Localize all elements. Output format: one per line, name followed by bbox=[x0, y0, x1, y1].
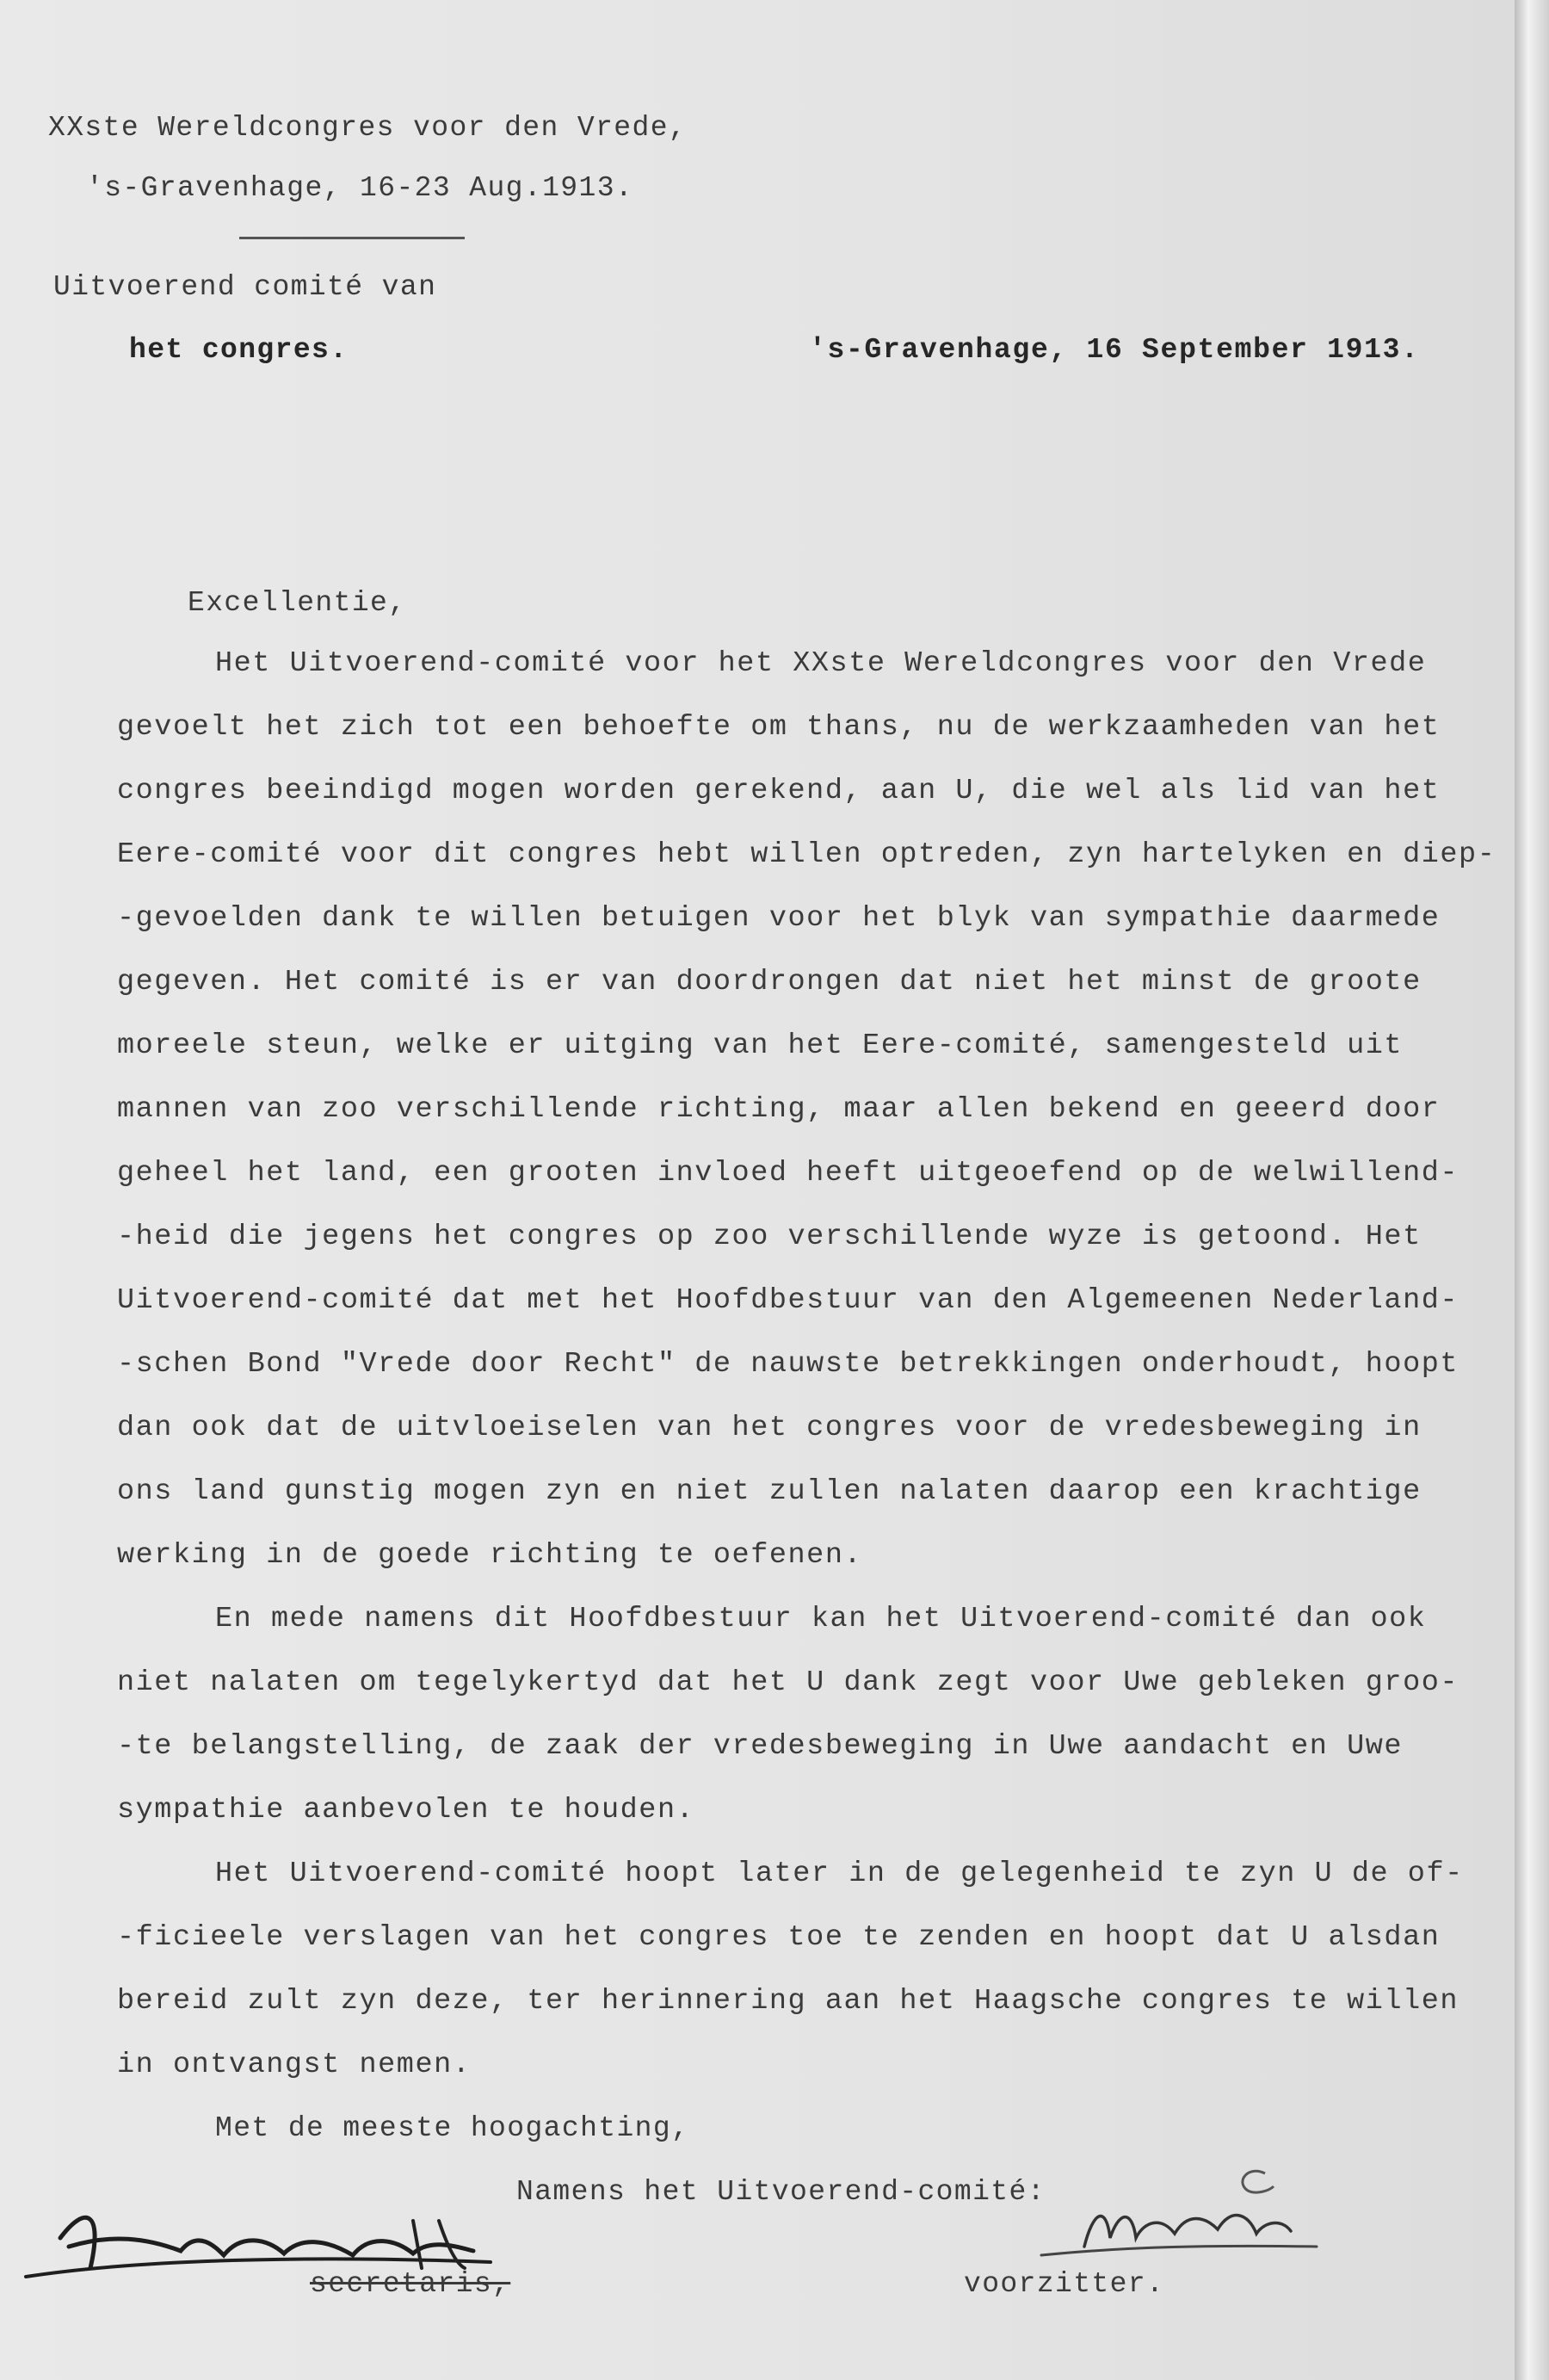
body-line: sympathie aanbevolen te houden. bbox=[117, 1794, 695, 1827]
closing-line: Met de meeste hoogachting, bbox=[215, 2112, 690, 2144]
page-edge bbox=[1515, 0, 1549, 2380]
body-line: -ficieele verslagen van het congres toe te zenden en hoopt dat U alsdan bbox=[117, 1921, 1441, 1954]
letterhead-committee: Uitvoerend comité van bbox=[53, 271, 437, 303]
body-line: Uitvoerend-comité dat met het Hoofdbestuur van den Algemeenen Nederland- bbox=[117, 1284, 1460, 1317]
salutation: Excellentie, bbox=[188, 587, 407, 619]
body-line: En mede namens dit Hoofdbestuur kan het Uitvoerend-comité dan ook bbox=[215, 1603, 1427, 1635]
body-line: Eere-comité voor dit congres hebt willen optreden, zyn hartelyken en diep- bbox=[117, 838, 1497, 871]
body-line: moreele steun, welke er uitging van het Eere-comité, samengesteld uit bbox=[117, 1029, 1404, 1062]
body-line: in ontvangst nemen. bbox=[117, 2049, 472, 2081]
chair-signature bbox=[990, 2152, 1351, 2272]
body-line: werking in de goede richting te oefenen. bbox=[117, 1539, 863, 1572]
body-line: -schen Bond "Vrede door Recht" de nauwste betrekkingen onderhoudt, hoopt bbox=[117, 1348, 1460, 1381]
body-line: gevoelt het zich tot een behoefte om thans, nu de werkzaamheden van het bbox=[117, 711, 1441, 744]
body-line: -te belangstelling, de zaak der vredesbeweging in Uwe aandacht en Uwe bbox=[117, 1730, 1404, 1763]
body-line: niet nalaten om tegelykertyd dat het U dank zegt voor Uwe gebleken groo- bbox=[117, 1666, 1460, 1699]
on-behalf-line: Namens het Uitvoerend-comité: bbox=[516, 2176, 1046, 2208]
body-line: Het Uitvoerend-comité voor het XXste Wereldcongres voor den Vrede bbox=[215, 647, 1427, 680]
body-line: congres beeindigd mogen worden gerekend, aan U, die wel als lid van het bbox=[117, 775, 1441, 807]
letterhead-congress: XXste Wereldcongres voor den Vrede, bbox=[48, 112, 688, 144]
body-line: bereid zult zyn deze, ter herinnering aan het Haagsche congres te willen bbox=[117, 1985, 1460, 2018]
letterhead-place-dates: 's-Gravenhage, 16-23 Aug.1913. bbox=[86, 172, 634, 204]
chair-title: voorzitter. bbox=[964, 2268, 1165, 2300]
body-line: ons land gunstig mogen zyn en niet zullen nalaten daarop een krachtige bbox=[117, 1475, 1422, 1508]
body-line: geheel het land, een grooten invloed heeft uitgeoefend op de welwillend- bbox=[117, 1157, 1460, 1190]
letterhead-congress-label: het congres. bbox=[129, 334, 349, 366]
secretary-title: secretaris, bbox=[310, 2268, 511, 2300]
letterhead-divider bbox=[239, 237, 465, 239]
body-line: -heid die jegens het congres op zoo verschillende wyze is getoond. Het bbox=[117, 1221, 1422, 1253]
body-line: mannen van zoo verschillende richting, maar allen bekend en geeerd door bbox=[117, 1093, 1441, 1126]
body-line: dan ook dat de uitvloeiselen van het congres voor de vredesbeweging in bbox=[117, 1412, 1422, 1444]
body-line: -gevoelden dank te willen betuigen voor het blyk van sympathie daarmede bbox=[117, 902, 1441, 935]
body-line: Het Uitvoerend-comité hoopt later in de gelegenheid te zyn U de of- bbox=[215, 1858, 1464, 1890]
date-line: 's-Gravenhage, 16 September 1913. bbox=[809, 334, 1420, 366]
body-line: gegeven. Het comité is er van doordrongen dat niet het minst de groote bbox=[117, 966, 1422, 998]
